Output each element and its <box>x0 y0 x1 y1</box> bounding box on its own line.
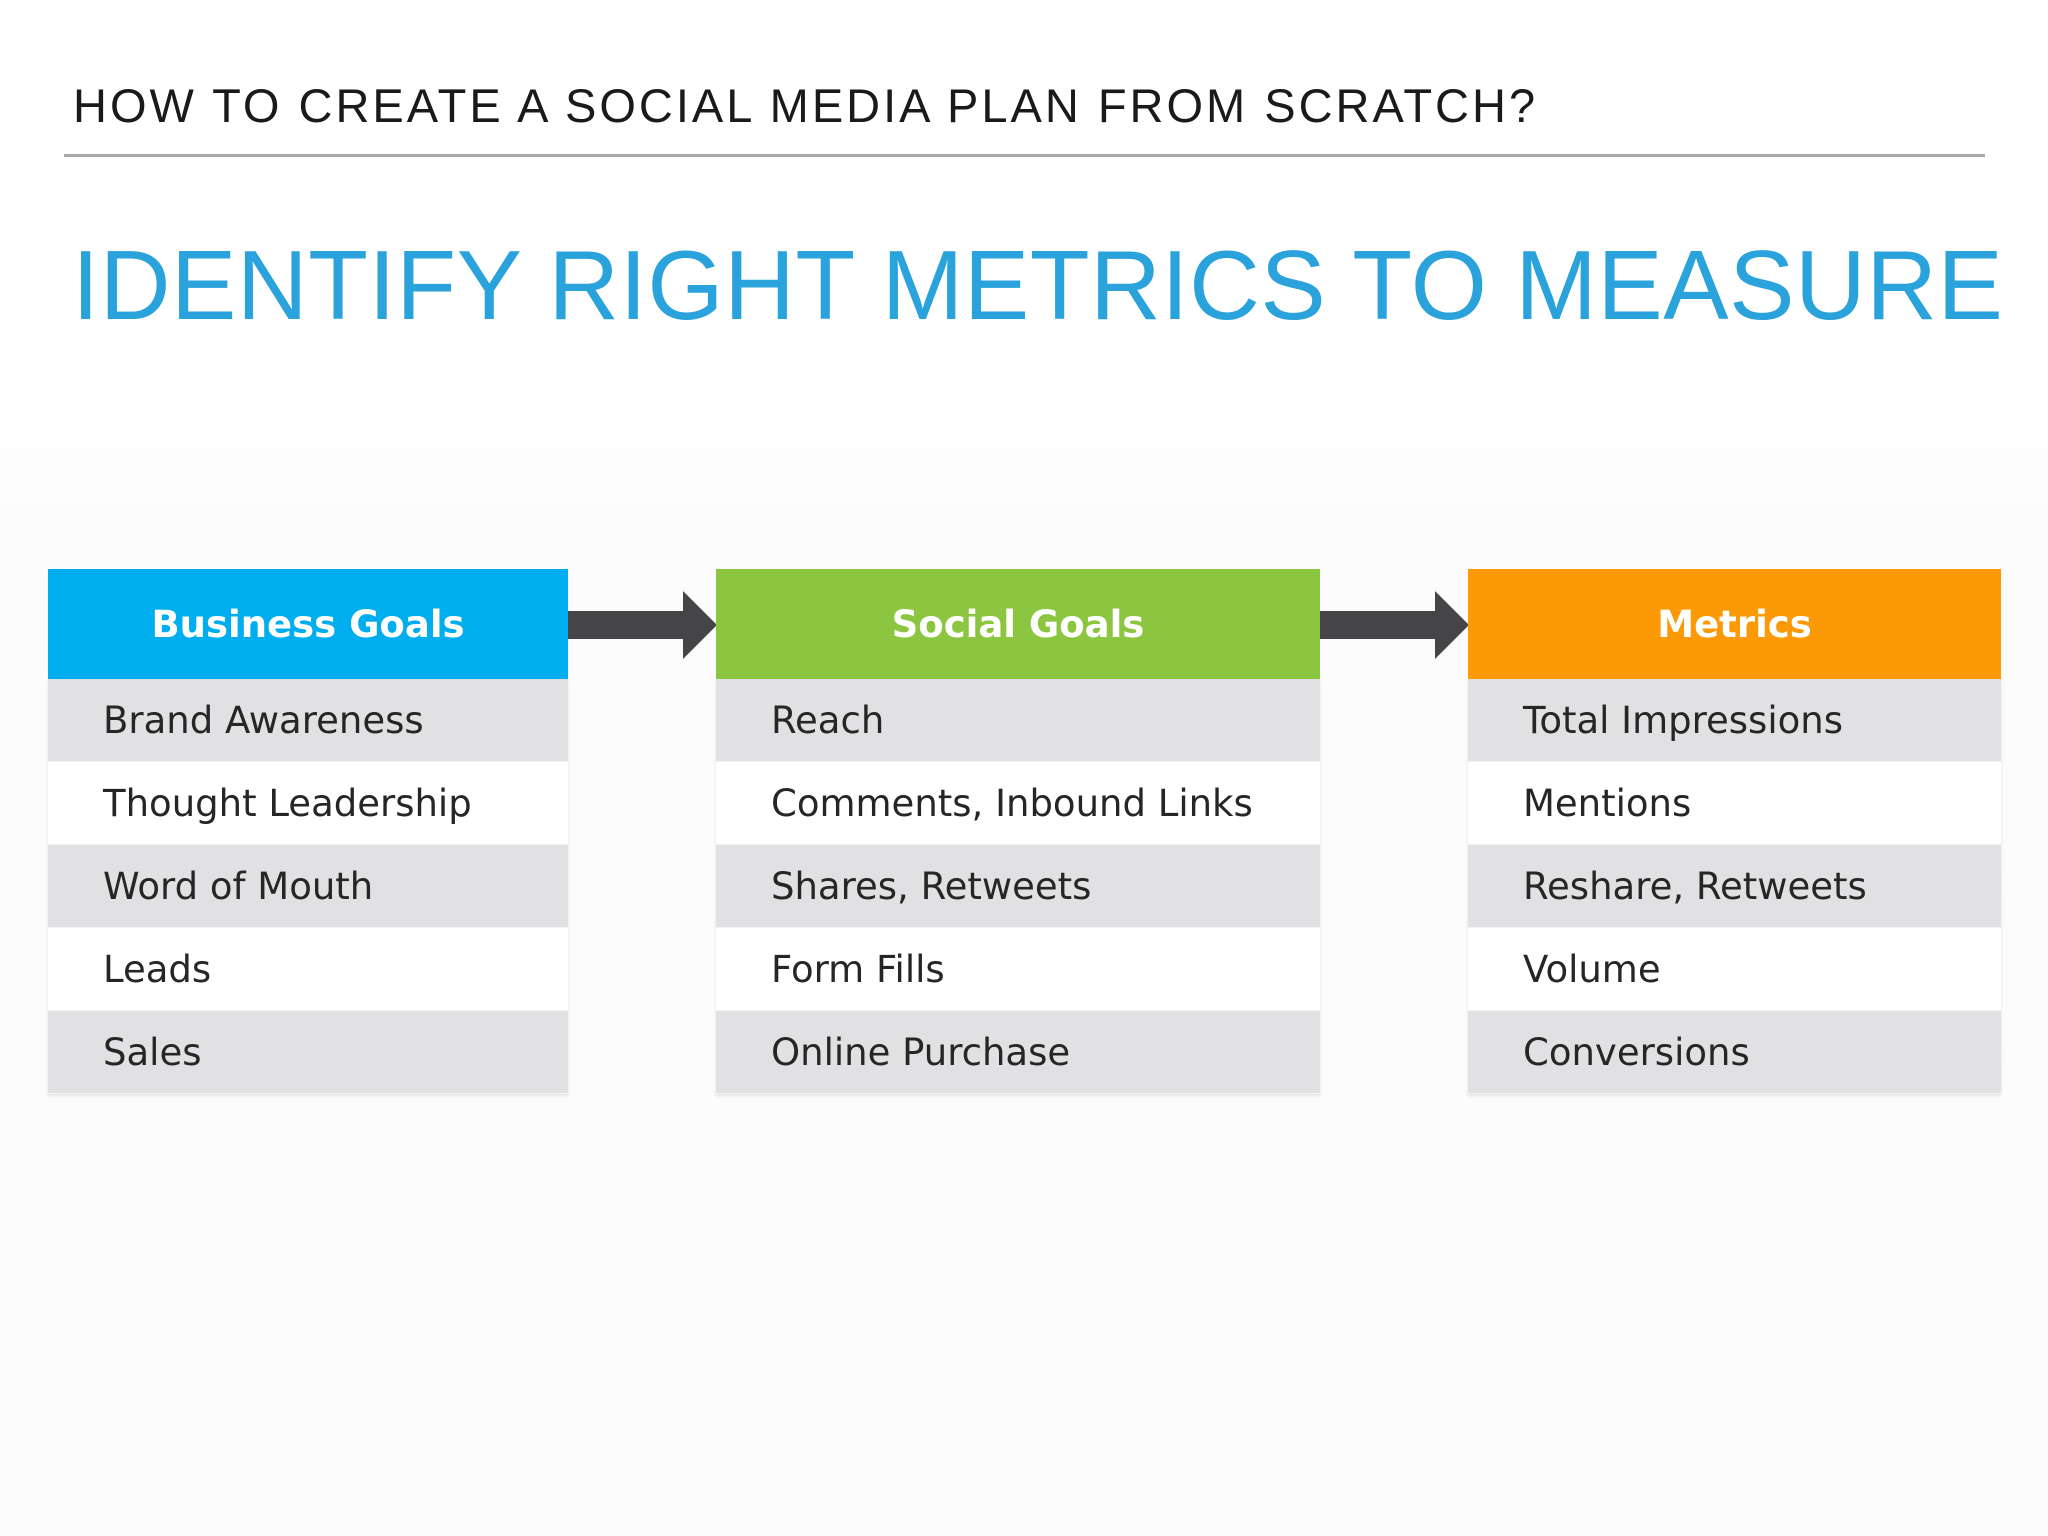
right-arrow-icon <box>1320 590 1470 660</box>
metrics-list <box>1468 679 2001 1094</box>
business-goals-list <box>48 679 568 1094</box>
column-header-social-goals: Social Goals <box>716 569 1320 679</box>
metrics-column <box>1468 569 2001 1094</box>
page-title: IDENTIFY RIGHT METRICS TO MEASURE <box>72 230 2004 340</box>
slide-subtitle: HOW TO CREATE A SOCIAL MEDIA PLAN FROM SCRATCH? <box>73 79 1539 132</box>
right-arrow-icon <box>568 590 718 660</box>
list-item: Online Purchase <box>716 1011 1320 1094</box>
list-item: Shares, Retweets <box>716 845 1320 928</box>
list-item: Brand Awareness <box>48 679 568 762</box>
business-goals-column <box>48 569 568 1094</box>
list-item: Form Fills <box>716 928 1320 1011</box>
list-item: Sales <box>48 1011 568 1094</box>
list-item: Total Impressions <box>1468 679 2001 762</box>
column-header-metrics: Metrics <box>1468 569 2001 679</box>
divider <box>64 154 1985 157</box>
list-item: Thought Leadership <box>48 762 568 845</box>
list-item: Reach <box>716 679 1320 762</box>
column-header-business-goals: Business Goals <box>48 569 568 679</box>
social-goals-list <box>716 679 1320 1094</box>
list-item: Reshare, Retweets <box>1468 845 2001 928</box>
list-item: Comments, Inbound Links <box>716 762 1320 845</box>
list-item: Word of Mouth <box>48 845 568 928</box>
list-item: Leads <box>48 928 568 1011</box>
list-item: Volume <box>1468 928 2001 1011</box>
social-goals-column <box>716 569 1320 1094</box>
list-item: Mentions <box>1468 762 2001 845</box>
list-item: Conversions <box>1468 1011 2001 1094</box>
